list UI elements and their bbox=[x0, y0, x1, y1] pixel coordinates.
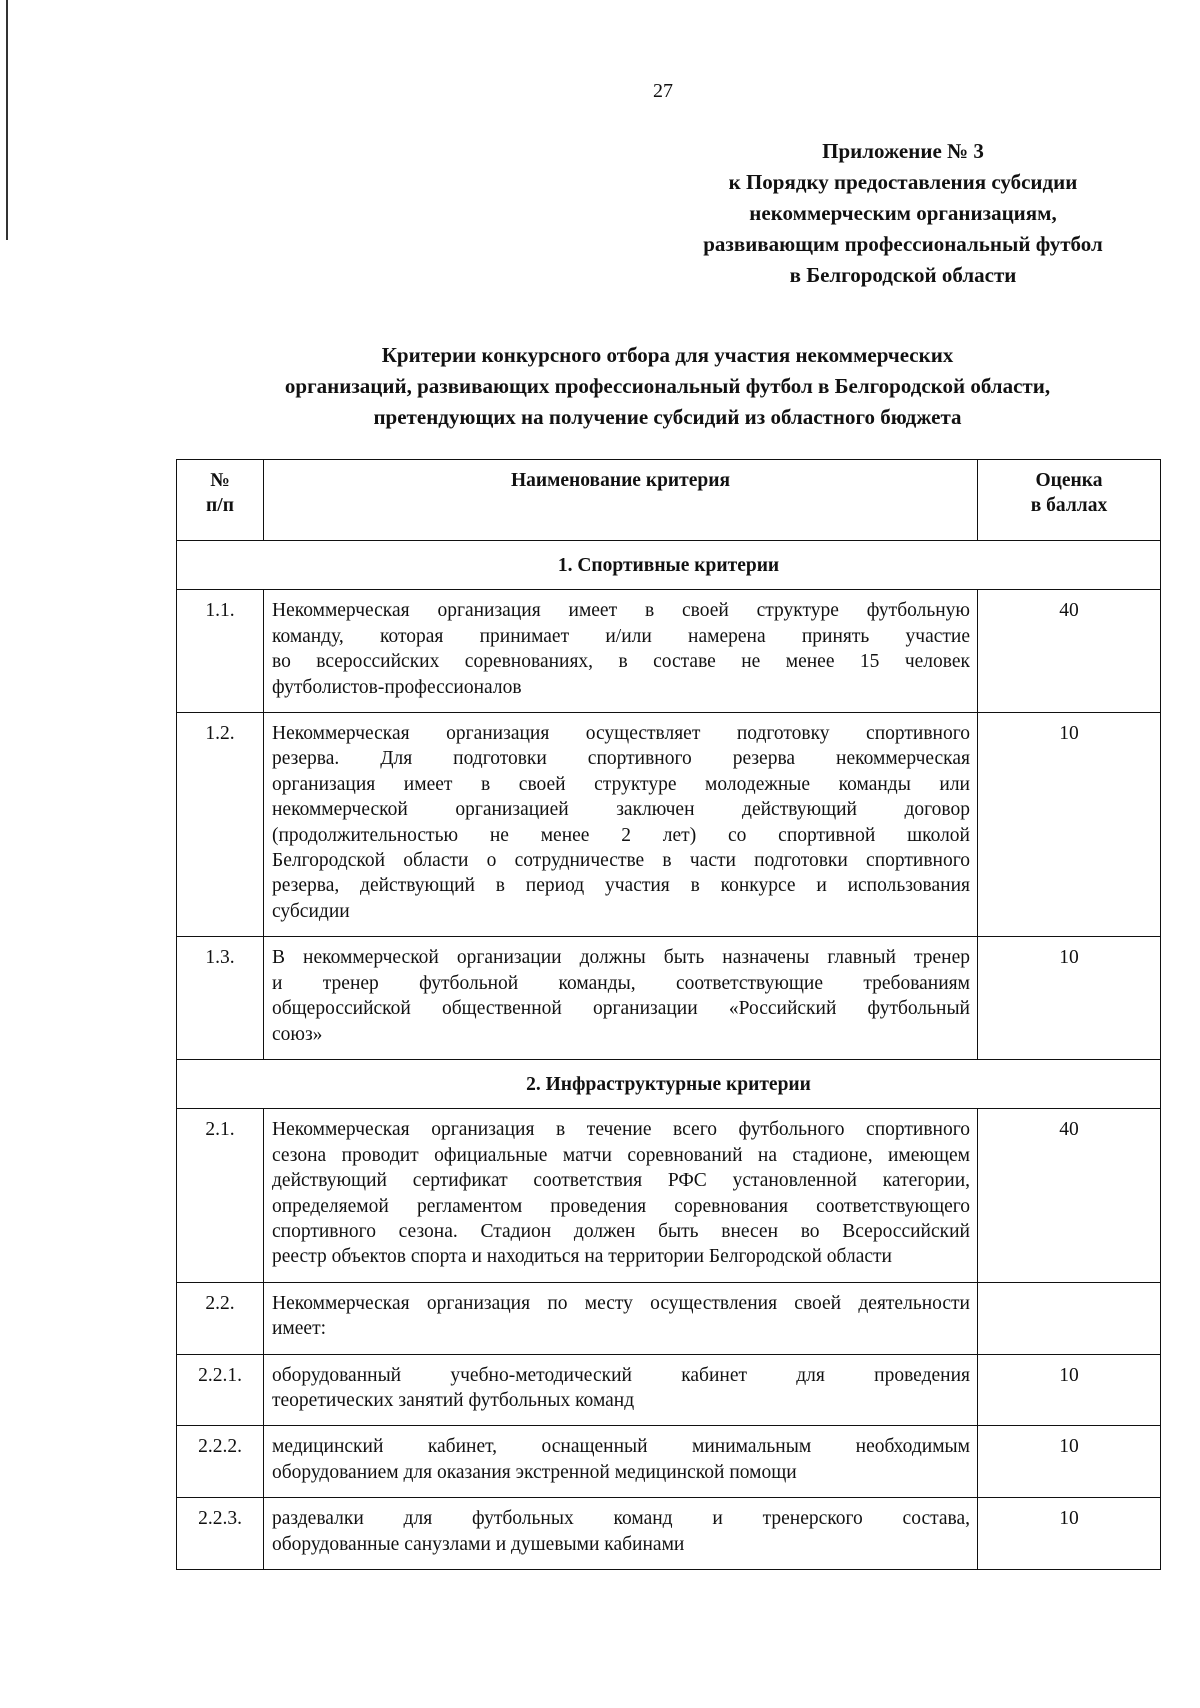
scan-edge-line bbox=[6, 0, 8, 240]
criterion-text-line: субсидии bbox=[272, 900, 350, 922]
criterion-text-line: команду, которая принимает и/или намерена принять участие bbox=[272, 625, 970, 647]
criterion-text bbox=[264, 1354, 978, 1426]
section-row bbox=[177, 1059, 1161, 1108]
criterion-text bbox=[264, 590, 978, 713]
header-criterion-name bbox=[264, 460, 978, 541]
criterion-text-line: и тренер футбольной команды, соответствующие требованиям bbox=[272, 972, 970, 994]
criterion-text-line: Некоммерческая организация в течение всего футбольного спортивного bbox=[272, 1119, 970, 1141]
table-row bbox=[177, 590, 1161, 713]
criterion-text bbox=[264, 1282, 978, 1354]
criterion-text-line: имеет: bbox=[272, 1318, 327, 1340]
criterion-text-line: оборудованием для оказания экстренной медицинской помощи bbox=[272, 1461, 797, 1483]
table-row bbox=[177, 713, 1161, 937]
table-row bbox=[177, 1109, 1161, 1282]
criterion-text bbox=[264, 1498, 978, 1570]
header-number bbox=[177, 460, 264, 541]
criterion-text-line: резерва. Для подготовки спортивного резерва некоммерческая bbox=[272, 748, 970, 770]
criterion-text-line: сезона проводит официальные матчи соревнований на стадионе, имеющем bbox=[272, 1144, 970, 1166]
section-title: 1. Спортивные критерии bbox=[177, 541, 1161, 590]
criterion-score: 10 bbox=[978, 1498, 1161, 1570]
criterion-text bbox=[264, 1426, 978, 1498]
criterion-text-line: реестр объектов спорта и находиться на территории Белгородской области bbox=[272, 1246, 892, 1268]
criterion-text-line: определяемой регламентом проведения соревнования соответствующего bbox=[272, 1195, 970, 1217]
criterion-number: 1.1. bbox=[177, 590, 264, 713]
header-score bbox=[978, 460, 1161, 541]
table-row bbox=[177, 1282, 1161, 1354]
criterion-text-line: во всероссийских соревнованиях, в составе не менее 15 человек bbox=[272, 651, 970, 673]
header-text: в баллах bbox=[1030, 495, 1108, 517]
title-line: претендующих на получение субсидий из областного бюджета bbox=[373, 405, 962, 429]
criterion-text bbox=[264, 1109, 978, 1282]
title-line: организаций, развивающих профессиональный футбол в Белгородской области, bbox=[284, 374, 1051, 398]
criterion-text-line: оборудованный учебно-методический кабинет для проведения bbox=[272, 1364, 970, 1386]
criteria-table bbox=[176, 459, 1161, 1570]
criterion-score bbox=[978, 1282, 1161, 1354]
document-title bbox=[176, 340, 1159, 433]
criterion-text bbox=[264, 713, 978, 937]
criterion-score: 10 bbox=[978, 713, 1161, 937]
table-header-row bbox=[177, 460, 1161, 541]
appendix-line: Приложение № 3 bbox=[822, 139, 984, 163]
title-line: Критерии конкурсного отбора для участия некоммерческих bbox=[381, 343, 954, 367]
appendix-heading bbox=[660, 136, 1146, 291]
appendix-line: в Белгородской области bbox=[789, 263, 1017, 287]
criterion-text-line: В некоммерческой организации должны быть назначены главный тренер bbox=[272, 947, 970, 969]
criterion-text-line: действующий сертификат соответствия РФС установленной категории, bbox=[272, 1170, 970, 1192]
table-row bbox=[177, 1354, 1161, 1426]
criterion-text-line: оборудованные санузлами и душевыми кабинами bbox=[272, 1533, 685, 1555]
criterion-text-line: Некоммерческая организация по месту осуществления своей деятельности bbox=[272, 1292, 970, 1314]
page-number: 27 bbox=[653, 80, 673, 102]
criterion-text-line: Некоммерческая организация имеет в своей структуре футбольную bbox=[272, 600, 970, 622]
criterion-text bbox=[264, 937, 978, 1060]
section-row bbox=[177, 541, 1161, 590]
criterion-text-line: резерва, действующий в период участия в конкурсе и использования bbox=[272, 875, 970, 897]
criterion-text-line: Белгородской области о сотрудничестве в части подготовки спортивного bbox=[272, 850, 970, 872]
criterion-score: 10 bbox=[978, 1426, 1161, 1498]
criterion-text-line: общероссийской общественной организации «Российский футбольный bbox=[272, 998, 970, 1020]
criterion-text-line: Некоммерческая организация осуществляет подготовку спортивного bbox=[272, 723, 970, 745]
criterion-text-line: медицинский кабинет, оснащенный минимальным необходимым bbox=[272, 1436, 970, 1458]
criterion-number: 1.2. bbox=[177, 713, 264, 937]
header-text: п/п bbox=[206, 495, 234, 517]
criterion-number: 2.1. bbox=[177, 1109, 264, 1282]
criterion-number: 2.2. bbox=[177, 1282, 264, 1354]
criterion-number: 2.2.3. bbox=[177, 1498, 264, 1570]
criterion-score: 10 bbox=[978, 1354, 1161, 1426]
criterion-number: 2.2.1. bbox=[177, 1354, 264, 1426]
criterion-text-line: спортивного сезона. Стадион должен быть внесен во Всероссийский bbox=[272, 1220, 970, 1242]
section-title: 2. Инфраструктурные критерии bbox=[177, 1059, 1161, 1108]
appendix-line: к Порядку предоставления субсидии bbox=[728, 170, 1078, 194]
appendix-line: развивающим профессиональный футбол bbox=[703, 232, 1103, 256]
header-text: Наименование критерия bbox=[510, 470, 731, 491]
table-row bbox=[177, 1426, 1161, 1498]
criterion-number: 2.2.2. bbox=[177, 1426, 264, 1498]
criterion-text-line: некоммерческой организацией заключен действующий договор bbox=[272, 799, 970, 821]
criterion-text-line: союз» bbox=[272, 1023, 323, 1045]
criterion-score: 10 bbox=[978, 937, 1161, 1060]
criterion-score: 40 bbox=[978, 590, 1161, 713]
criterion-text-line: футболистов-профессионалов bbox=[272, 676, 522, 698]
criterion-text-line: (продолжительностью не менее 2 лет) со спортивной школой bbox=[272, 824, 970, 846]
table-body bbox=[177, 541, 1161, 1570]
appendix-line: некоммерческим организациям, bbox=[749, 201, 1057, 225]
table-row bbox=[177, 937, 1161, 1060]
criterion-number: 1.3. bbox=[177, 937, 264, 1060]
criterion-score: 40 bbox=[978, 1109, 1161, 1282]
header-text: № bbox=[210, 470, 230, 491]
table-row bbox=[177, 1498, 1161, 1570]
header-text: Оценка bbox=[1035, 470, 1103, 491]
criterion-text-line: теоретических занятий футбольных команд bbox=[272, 1389, 635, 1411]
criterion-text-line: раздевалки для футбольных команд и тренерского состава, bbox=[272, 1508, 970, 1530]
criterion-text-line: организация имеет в своей структуре молодежные команды или bbox=[272, 773, 970, 795]
